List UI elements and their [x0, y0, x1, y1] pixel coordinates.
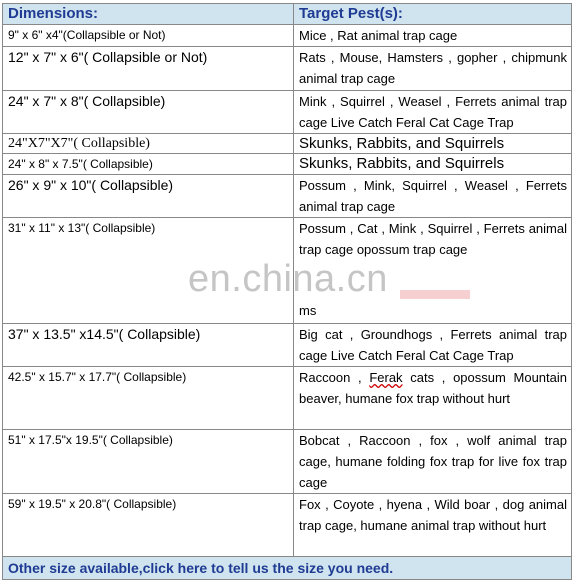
dimension-cell: 59" x 19.5" x 20.8"( Collapsible) [3, 494, 294, 557]
pest-cell: Possum , Mink, Squirrel , Weasel , Ferrets animal trap cage [294, 175, 572, 218]
pest-cell: Fox , Coyote , hyena , Wild boar , dog animal trap cage, humane animal trap without hurt [294, 494, 572, 557]
dimension-cell: 51" x 17.5"x 19.5"( Collapsible) [3, 430, 294, 494]
table-row [3, 430, 572, 494]
pest-cell: Mice , Rat animal trap cage [294, 25, 572, 47]
pest-text: Possum , Cat , Mink , Squirrel , Ferrets animal trap cage opossum trap cage [299, 221, 567, 257]
table-row [3, 134, 572, 154]
table-header-row [3, 4, 572, 25]
header-dimensions: Dimensions: [3, 4, 294, 25]
dimension-cell: 24"X7"X7"( Collapsible) [3, 134, 294, 154]
spec-table [2, 3, 572, 580]
pest-text-a: Raccoon , [299, 370, 370, 385]
dimension-cell: 26" x 9" x 10"( Collapsible) [3, 175, 294, 218]
pest-cell: Big cat , Groundhogs , Ferrets animal trap cage Live Catch Feral Cat Cage Trap [294, 324, 572, 367]
dimension-cell: 9" x 6" x4"(Collapsible or Not) [3, 25, 294, 47]
table-row [3, 367, 572, 430]
table-row [3, 324, 572, 367]
table-row [3, 91, 572, 134]
spec-table-container [2, 3, 572, 580]
dimension-cell: 37" x 13.5" x14.5"( Collapsible) [3, 324, 294, 367]
table-row [3, 494, 572, 557]
table-row [3, 218, 572, 324]
dimension-cell: 24" x 7" x 8"( Collapsible) [3, 91, 294, 134]
pest-cell: Rats , Mouse, Hamsters , gopher , chipmunk animal trap cage [294, 47, 572, 91]
other-size-link[interactable]: Other size available,click here to tell us the size you need. [8, 560, 394, 576]
table-row [3, 154, 572, 175]
pest-cell: Skunks, Rabbits, and Squirrels [294, 154, 572, 175]
watermark-text: en.china.cn [188, 258, 388, 300]
pest-text-misspelled: Ferak [369, 370, 403, 385]
pest-cell [294, 218, 572, 324]
table-footer-row [3, 557, 572, 580]
pest-text-extra: ms [299, 303, 317, 318]
table-row [3, 25, 572, 47]
pest-cell: Skunks, Rabbits, and Squirrels [294, 134, 572, 154]
dimension-cell: 31" x 11" x 13"( Collapsible) [3, 218, 294, 324]
dimension-cell: 42.5" x 15.7" x 17.7"( Collapsible) [3, 367, 294, 430]
pest-text-b: cats , opossum Mountain beaver, humane fox trap without hurt [299, 370, 567, 406]
pest-cell [294, 367, 572, 430]
dimension-cell: 12" x 7" x 6"( Collapsible or Not) [3, 47, 294, 91]
pest-cell: Bobcat , Raccoon , fox , wolf animal trap cage, humane folding fox trap for live fox trap cage [294, 430, 572, 494]
header-target-pests: Target Pest(s): [294, 4, 572, 25]
dimension-cell: 24" x 8" x 7.5"( Collapsible) [3, 154, 294, 175]
pest-cell: Mink , Squirrel , Weasel , Ferrets animal trap cage Live Catch Feral Cat Cage Trap [294, 91, 572, 134]
table-row [3, 47, 572, 91]
table-row [3, 175, 572, 218]
footer-cell [3, 557, 572, 580]
